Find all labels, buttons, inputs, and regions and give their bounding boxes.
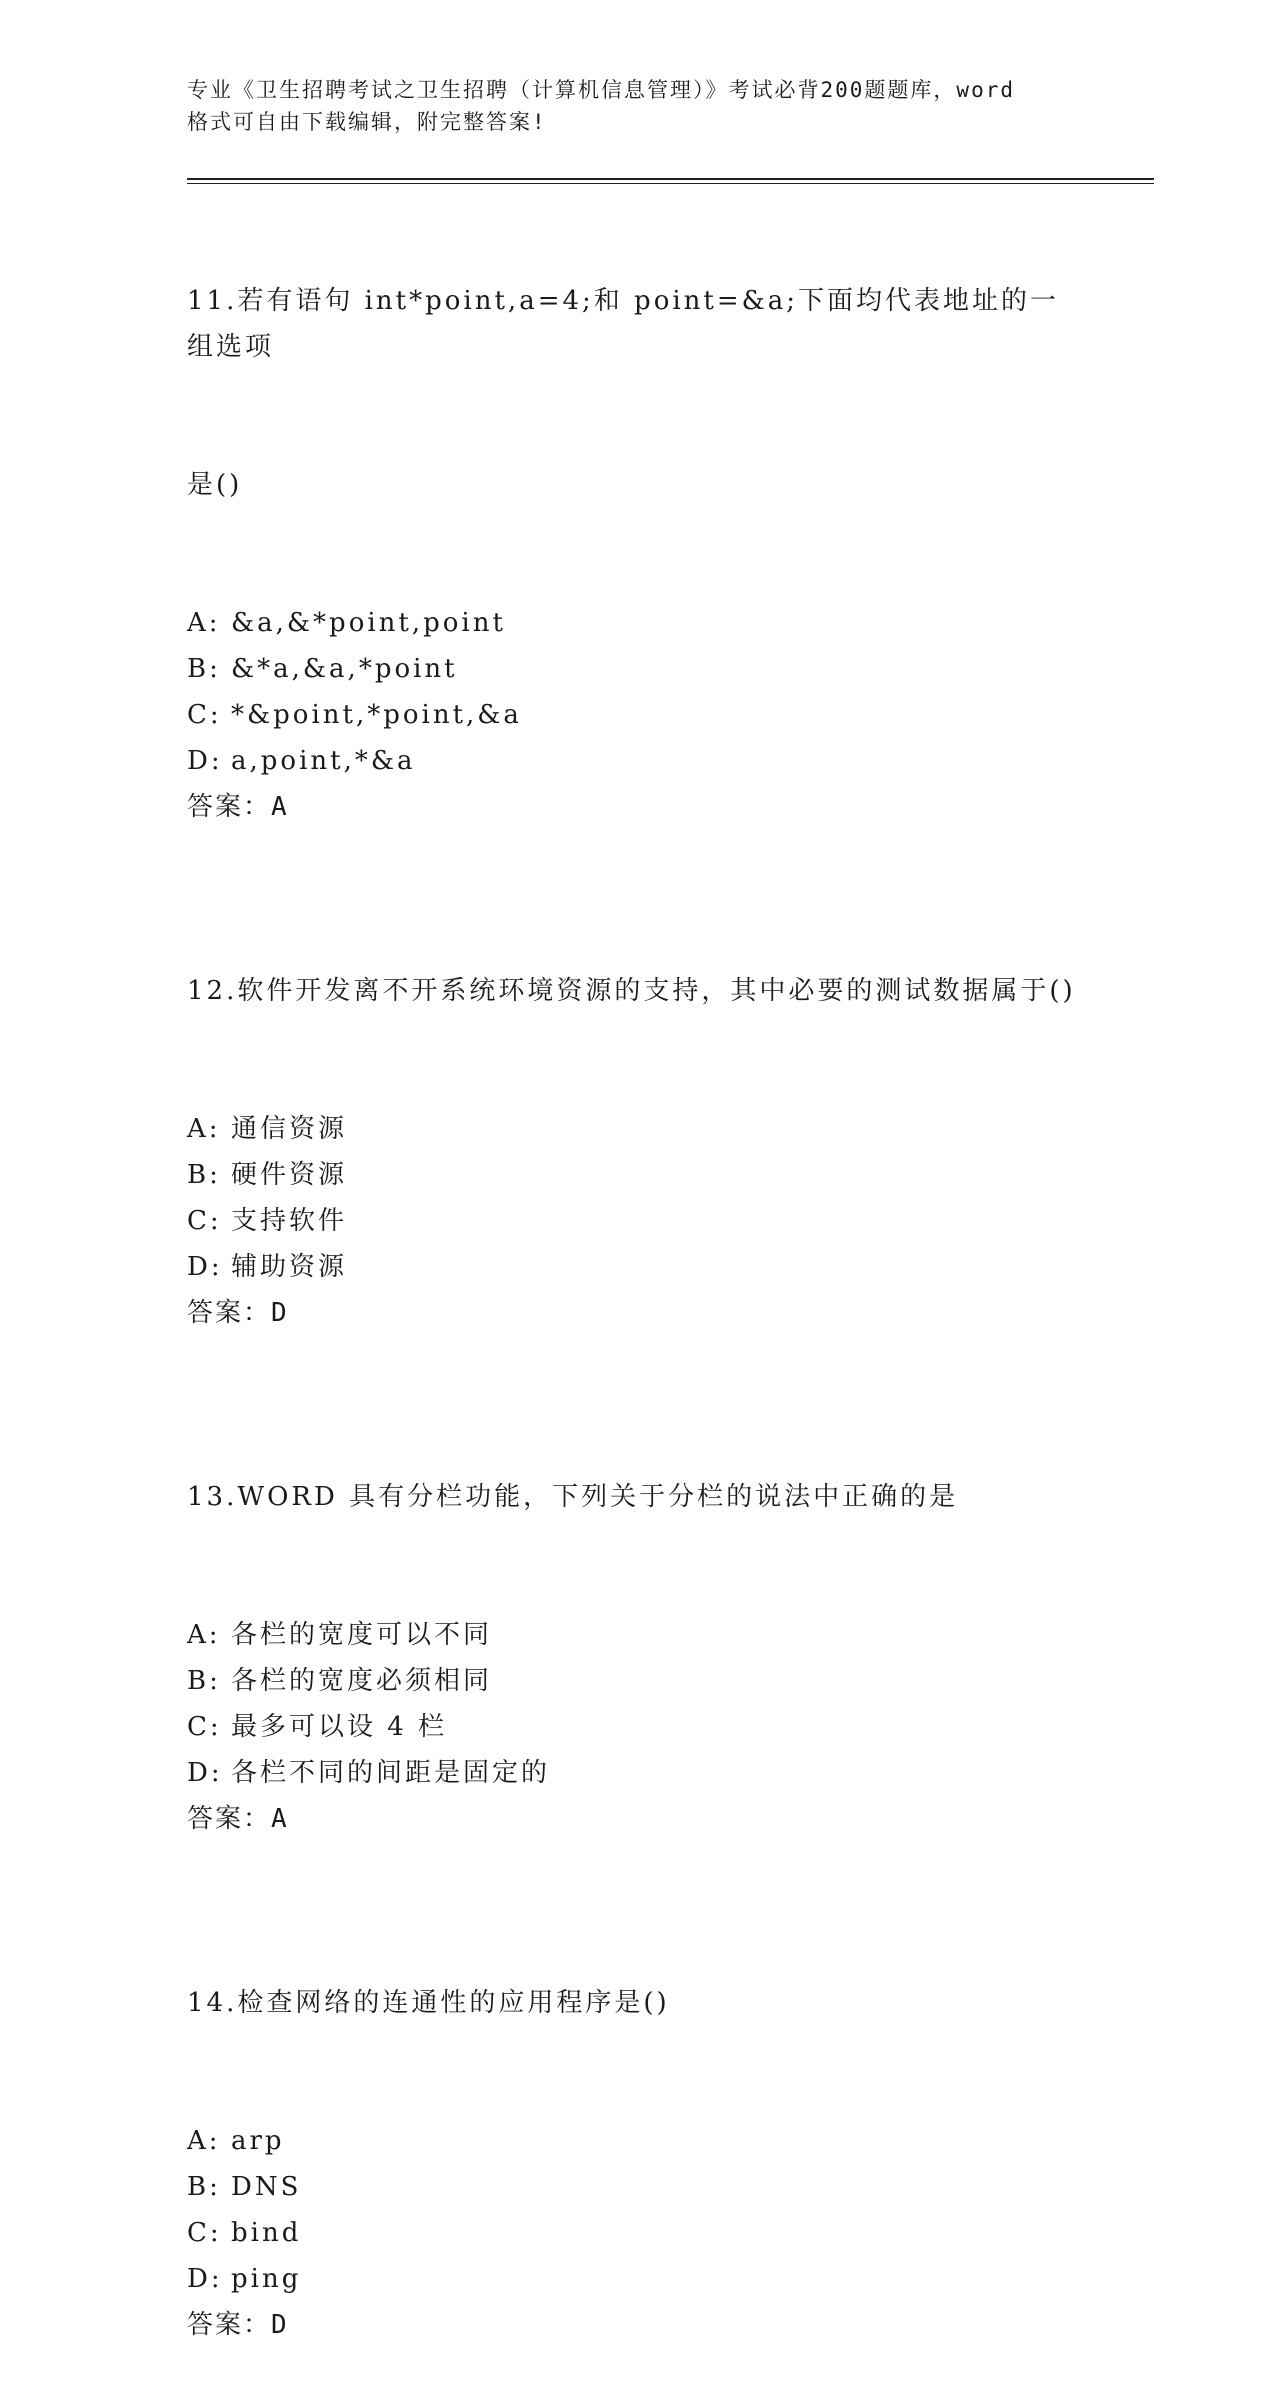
option-text: 最多可以设 4 栏 [231, 1712, 448, 1742]
option-text: &*a,&a,*point [231, 654, 458, 684]
option-text: 硬件资源 [231, 1160, 348, 1190]
option-letter: A: [187, 1114, 221, 1144]
option-letter: A: [187, 608, 221, 638]
question-12 [187, 876, 1087, 1336]
option-letter: C: [187, 700, 222, 730]
option-a [187, 2118, 1087, 2164]
option-b [187, 646, 1087, 692]
option-text: &a,&*point,point [231, 608, 506, 638]
option-a [187, 1612, 1087, 1658]
document-header [187, 74, 1087, 138]
option-text: 辅助资源 [231, 1252, 348, 1282]
option-letter: B: [187, 2172, 221, 2202]
answer-line: 答案：D [187, 1298, 289, 1328]
option-letter: D: [187, 746, 223, 776]
question-stem-line-1: 11.若有语句 int*point,a=4;和 point=&a;下面均代表地址的一组选项 [187, 286, 1060, 362]
option-letter: D: [187, 1252, 223, 1282]
option-letter: A: [187, 1620, 221, 1650]
option-letter: D: [187, 2264, 223, 2294]
question-stem [187, 876, 1087, 1106]
option-text: ping [231, 2264, 302, 2294]
option-text: 各栏不同的间距是固定的 [231, 1758, 551, 1788]
option-text: 通信资源 [231, 1114, 348, 1144]
option-b [187, 1658, 1087, 1704]
option-text: DNS [231, 2172, 302, 2202]
question-stem [187, 1888, 1087, 2118]
divider-line-thick [187, 178, 1154, 180]
question-stem-line-1: 12.软件开发离不开系统环境资源的支持，其中必要的测试数据属于() [187, 976, 1076, 1006]
option-text: a,point,*&a [231, 746, 416, 776]
option-text: 各栏的宽度必须相同 [231, 1666, 493, 1696]
header-line-1: 专业《卫生招聘考试之卫生招聘（计算机信息管理）》考试必背200题题库，word [187, 78, 1015, 102]
question-list [187, 186, 1087, 2394]
option-d [187, 1244, 1087, 1290]
option-b [187, 1152, 1087, 1198]
option-c [187, 1198, 1087, 1244]
option-c [187, 1704, 1087, 1750]
question-stem-line-1: 13.WORD 具有分栏功能，下列关于分栏的说法中正确的是 [187, 1482, 959, 1512]
question-13 [187, 1382, 1087, 1842]
option-text: 各栏的宽度可以不同 [231, 1620, 493, 1650]
option-c [187, 692, 1087, 738]
option-d [187, 1750, 1087, 1796]
answer-line: 答案：A [187, 1804, 289, 1834]
header-line-2: 格式可自由下载编辑，附完整答案! [187, 110, 547, 134]
question-stem-line-1: 14.检查网络的连通性的应用程序是() [187, 1988, 670, 2018]
option-c [187, 2210, 1087, 2256]
option-text: *&point,*point,&a [231, 700, 522, 730]
divider-line-thin [187, 183, 1154, 184]
option-letter: C: [187, 1206, 222, 1236]
option-a [187, 1106, 1087, 1152]
question-14 [187, 1888, 1087, 2348]
option-letter: C: [187, 2218, 222, 2248]
option-letter: C: [187, 1712, 222, 1742]
header-divider [187, 178, 1154, 184]
option-text: 支持软件 [231, 1206, 348, 1236]
question-11 [187, 186, 1087, 830]
question-stem-line-2: 是() [187, 470, 243, 500]
option-letter: D: [187, 1758, 223, 1788]
option-d [187, 2256, 1087, 2302]
answer-line: 答案：A [187, 792, 289, 822]
question-stem [187, 1382, 1087, 1612]
option-letter: B: [187, 1160, 221, 1190]
option-b [187, 2164, 1087, 2210]
option-d [187, 738, 1087, 784]
option-text: arp [231, 2126, 285, 2156]
option-letter: B: [187, 654, 221, 684]
option-letter: A: [187, 2126, 221, 2156]
answer-line: 答案：D [187, 2310, 289, 2340]
option-text: bind [231, 2218, 302, 2248]
question-stem [187, 186, 1087, 600]
option-letter: B: [187, 1666, 221, 1696]
option-a [187, 600, 1087, 646]
